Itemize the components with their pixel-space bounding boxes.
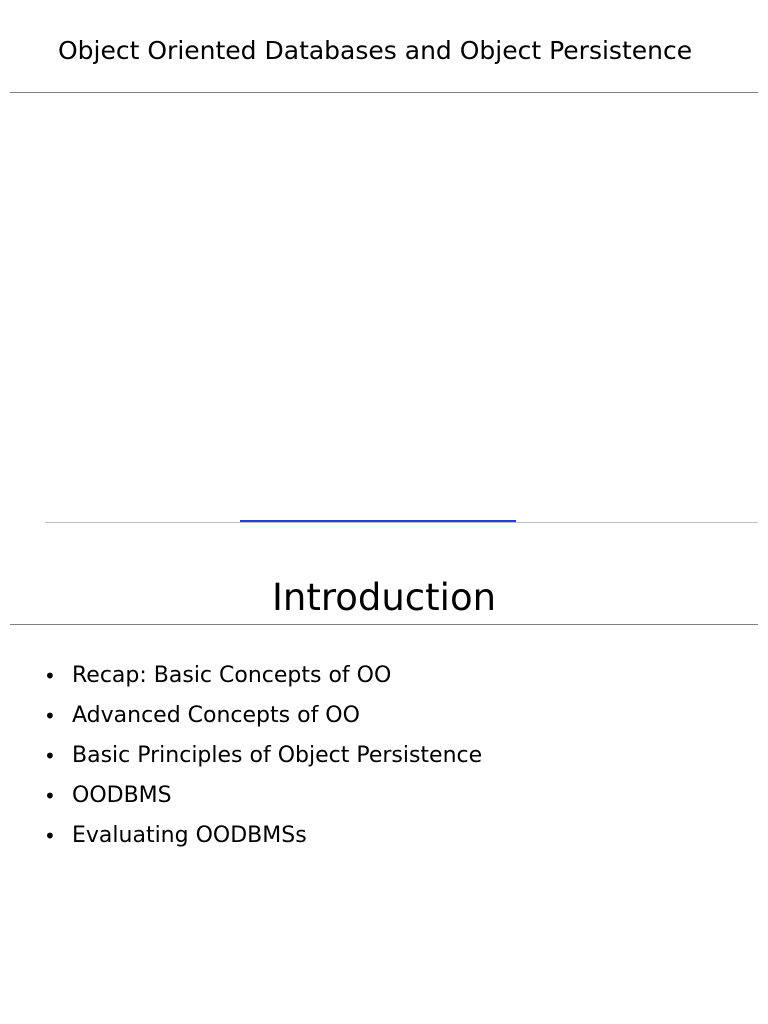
bullet-text: Basic Principles of Object Persistence	[72, 743, 483, 768]
bullet-item	[44, 736, 482, 776]
slide-link-underline[interactable]	[240, 520, 516, 522]
bullet-item	[44, 816, 482, 856]
bullet-dot-icon: •	[44, 664, 56, 688]
bullet-item	[44, 656, 482, 696]
bullet-dot-icon: •	[44, 784, 56, 808]
bullet-list	[44, 656, 482, 856]
bullet-text: Evaluating OODBMSs	[72, 823, 307, 848]
slide-1-title: Object Oriented Databases and Object Persistence	[58, 36, 693, 65]
bullet-text: Advanced Concepts of OO	[72, 703, 360, 728]
bullet-dot-icon: •	[44, 824, 56, 848]
slide-2-title: Introduction	[271, 576, 497, 619]
slide-2-title-divider	[10, 624, 758, 625]
bullet-dot-icon: •	[44, 744, 56, 768]
slide-1-title-divider	[10, 92, 758, 93]
bullet-item	[44, 776, 482, 816]
bullet-dot-icon: •	[44, 704, 56, 728]
bullet-text: OODBMS	[72, 783, 172, 808]
bullet-item	[44, 696, 482, 736]
bullet-text: Recap: Basic Concepts of OO	[72, 663, 392, 688]
slide-separator	[45, 522, 758, 523]
